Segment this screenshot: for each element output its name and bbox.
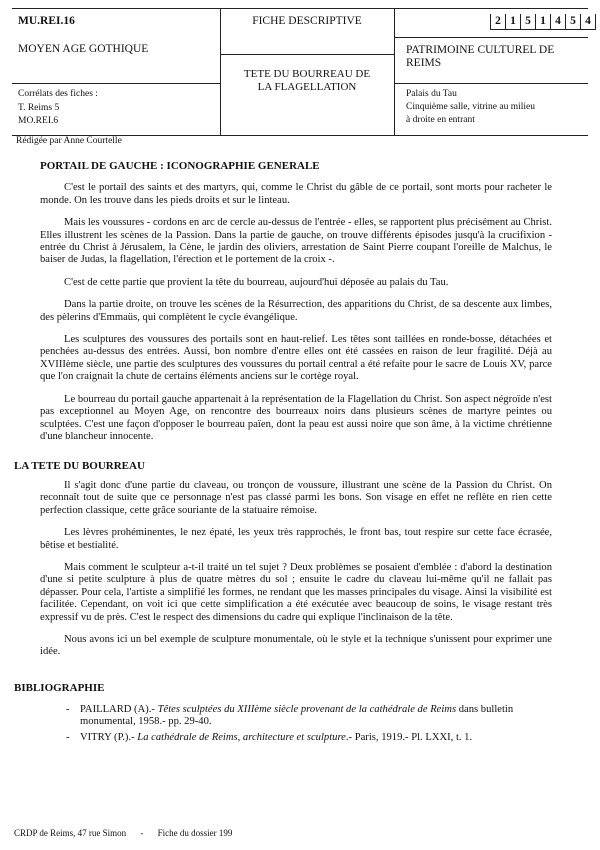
bib-title: La cathédrale de Reims, architecture et sculpture [137,731,346,743]
header-left-column [12,9,221,135]
bib-author: PAILLARD (A).- [80,704,155,715]
title-line: LA FLAGELLATION [257,81,357,93]
reference-digit: 5 [565,14,580,30]
paragraph: Le bourreau du portail gauche appartenait à la représentation de la Flagellation du Christ. Son aspect négroïde n'est pas exceptionnel au Moyen Age, on rencontre des bourreaux noirs dans plusieurs scènes de martyre peintes ou sculptées. C'est une façon d'opposer le bourreau païen, dont la peau est aussi noire que son âme, à la victime chrétienne d'une blancheur innocente. [40,393,552,442]
bibliography-list [66,704,554,747]
document-title [220,68,394,94]
reference-digit: 4 [550,14,565,30]
location-line: Palais du Tau [406,89,457,99]
author-credit: Rédigée par Anne Courtelle [16,136,122,146]
footer-dossier: Fiche du dossier 199 [157,828,233,838]
header-middle-column [220,9,395,135]
reference-digit: 1 [505,14,520,30]
patrimoine-label: PATRIMOINE CULTUREL DE REIMS [406,44,555,69]
bib-details: .- Paris, 1919.- Pl. LXXI, t. 1. [345,731,473,743]
location-info [406,88,535,127]
paragraph: Mais comment le sculpteur a-t-il traité un tel sujet ? Deux problèmes se posaient d'emblée : d'abord la destination d'une si petite sculpture à plus de quatre mètres du sol ; ensuite le cadre du claveau lui-même qu'il ne fallait pas dépasser. Pour cela, l'artiste a simplifié les formes, ne rendant que les masses principales du visage. Ainsi la visibilité est facilitée. Cependant, on voit ici que cette simplification a été exécutée avec beaucoup de soins, le visage restant très expressif vu de près. C'est le respect des dimensions du cadre qui explique l'inclinaison de la tête. [40,562,552,623]
reference-digit: 5 [520,14,535,30]
paragraph: Nous avons ici un bel exemple de sculpture monumentale, où le style et la technique s'unissent pour exprimer une idée. [40,634,552,658]
footer-separator: - [140,828,144,838]
section-heading: PORTAIL DE GAUCHE : ICONOGRAPHIE GENERALE [40,160,320,172]
correlat-item: MO.REI.6 [18,116,59,126]
header-right-column [394,9,591,135]
divider [394,37,588,38]
reference-digit: 4 [580,14,596,30]
reference-digit: 1 [535,14,550,30]
bib-details: dans bulletin monumental, 1958.- pp. 29-40. [80,704,514,728]
paragraph: C'est le portail des saints et des martyrs, qui, comme le Christ du gâble de ce portail, sont morts pour racheter le monde. On les trouve dans les pieds droits et sur le linteau. [40,182,552,206]
fiche-type-label: FICHE DESCRIPTIVE [252,15,362,27]
fiche-code: MU.REI.16 [18,15,75,27]
section-portail [40,160,552,453]
divider [220,54,394,55]
paragraph: Mais les voussures - cordons en arc de cercle au-dessus de l'entrée - elles, se rapportent plus précisément au Christ. Elles illustrent les scènes de la Passion. Dans la partie de gauche, on trouve différents épisodes jusqu'à la crucifixion - entrée du Christ à Jérusalem, la Cène, le jardin des oliviers, arrestation de Saint Pierre coupant l'oreille de Malchus, le baiser de Judas, la flagellation, l'érection et le portement de la croix -. [40,217,552,266]
footer-publisher: CRDP de Reims, 47 rue Simon [14,828,127,838]
divider [394,83,588,84]
bib-author: VITRY (P.).- [80,731,135,743]
page-footer [14,828,244,838]
correlats-label: Corrélats des fiches : [18,89,98,99]
section-heading: LA TETE DU BOURREAU [14,460,145,472]
paragraph: Les sculptures des voussures des portails sont en haut-relief. Les têtes sont taillées en ronde-bosse, détachées et penchées au-dessus des entrées. Aussi, bon nombre d'entre elles ont été cassées en raison de leur fragilité. Déjà au XVIIIème siècle, une partie des sculptures des voussures du portail central a été refaite pour le sacre de Louis XV, parce que l'on craignait la chute de certains éléments anciens sur le cortège royal. [40,334,552,383]
correlat-item: T. Reims 5 [18,103,60,113]
paragraph: Les lèvres prohéminentes, le nez épaté, les yeux très rapprochés, le front bas, tout respire sur cette face écrasée, bêtise et bestialité. [40,527,552,551]
bibliography-item: - VITRY (P.).- La cathédrale de Reims, architecture et sculpture.- Paris, 1919.- Pl. LXXI, t. 1. [66,731,473,743]
location-line: à droite en entrant [406,115,475,125]
title-line: TETE DU BOURREAU DE [243,68,371,80]
bibliography-item: - PAILLARD (A).- Têtes sculptées du XIIIème siècle provenant de la cathédrale de Reims dans bulletin monumental, 1958.- pp. 29-40. [66,704,514,728]
paragraph: Il s'agit donc d'une partie du claveau, ou tronçon de voussure, illustrant une scène de la Passion du Christ. On reconnaît tout de suite que ce personnage n'est pas classé parmi les bons. Son visage en effet ne reflète en rien cette perfection classique, cette grâce souriante de la statuaire rémoise. [40,480,552,516]
reference-number [490,14,596,30]
section-heading: BIBLIOGRAPHIE [14,682,105,694]
era-label: MOYEN AGE GOTHIQUE [18,43,149,55]
location-line: Cinquième salle, vitrine au milieu [406,102,536,112]
section-tete [40,480,552,669]
header-box [12,8,591,136]
reference-digit: 2 [490,14,505,30]
bib-title: Têtes sculptées du XIIIème siècle provenant de la cathédrale de Reims [157,704,457,715]
paragraph: C'est de cette partie que provient la tête du bourreau, aujourd'hui déposée au palais du Tau. [64,276,449,288]
divider [12,83,220,84]
paragraph: Dans la partie droite, on trouve les scènes de la Résurrection, des apparitions du Christ, de sa descente aux limbes, des pèlerins d'Emmaüs, qui complètent le cycle évangélique. [40,299,552,323]
